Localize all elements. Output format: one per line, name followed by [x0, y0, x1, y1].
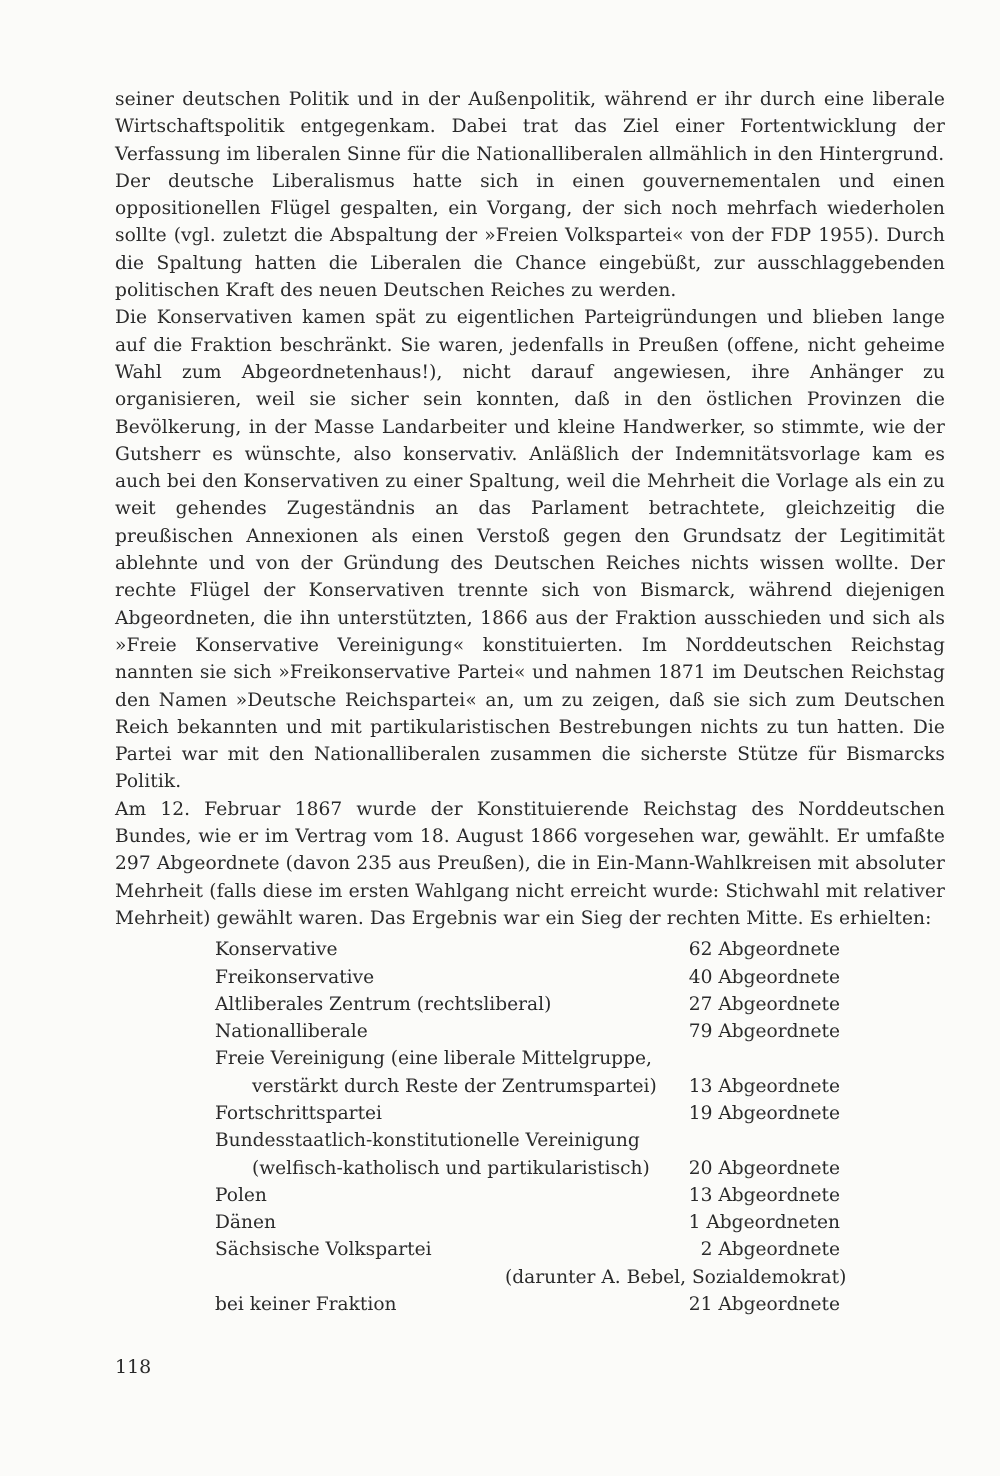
seat-count: 20 Abgeordnete	[688, 1157, 840, 1179]
seat-count: 13 Abgeordnete	[688, 1075, 840, 1097]
table-row	[115, 991, 945, 1018]
seat-count: 40 Abgeordnete	[688, 966, 840, 988]
table-row	[115, 1264, 945, 1291]
table-row	[115, 1127, 945, 1154]
page-body	[115, 86, 945, 1318]
table-note: (darunter A. Bebel, Sozialdemokrat)	[505, 1266, 847, 1288]
table-row	[115, 964, 945, 991]
seat-distribution-table	[115, 936, 945, 1318]
page-number: 118	[115, 1356, 152, 1378]
table-row	[115, 1236, 945, 1263]
party-name: Bundesstaatlich-konstitutionelle Vereinigung	[215, 1130, 640, 1152]
seat-count: 13 Abgeordnete	[688, 1184, 840, 1206]
party-name: Sächsische Volkspartei	[215, 1239, 432, 1261]
paragraph: Der deutsche Liberalismus hatte sich in einen gouvernementalen und einen oppositionellen Flügel gespalten, ein Vorgang, der sich noch mehrfach wiederholen sollte (vgl. zuletzt die Abspaltung der »Freien Volkspartei« von der FDP 1955). Durch die Spaltung hatten die Liberalen die Chance eingebüßt, zur ausschlaggebenden politischen Kraft des neuen Deutschen Reiches zu werden.	[115, 170, 945, 302]
table-row	[115, 1100, 945, 1127]
party-name-continuation: verstärkt durch Reste der Zentrumspartei)	[252, 1075, 657, 1097]
paragraph: Am 12. Februar 1867 wurde der Konstituierende Reichstag des Norddeutschen Bundes, wie er im Vertrag vom 18. August 1866 vorgesehen war, gewählt. Er umfaßte 297 Abgeordnete (davon 235 aus Preußen), die in Ein-Mann-Wahlkreisen mit absoluter Mehrheit (falls diese im ersten Wahlgang nicht erreicht wurde: Stichwahl mit relativer Mehrheit) gewählt waren. Das Ergebnis war ein Sieg der rechten Mitte. Es erhielten:	[115, 798, 945, 929]
seat-count: 19 Abgeordnete	[688, 1102, 840, 1124]
seat-count: 27 Abgeordnete	[688, 993, 840, 1015]
party-name: Altliberales Zentrum (rechtsliberal)	[215, 993, 552, 1015]
paragraph: Die Konservativen kamen spät zu eigentlichen Parteigründungen und blieben lange auf die Fraktion beschränkt. Sie waren, jedenfalls in Preußen (offene, nicht geheime Wahl zum Abgeordnetenhaus!), nicht darauf angewiesen, ihre Anhänger zu organisieren, weil sie sicher sein konnten, daß in den östlichen Provinzen die Bevölkerung, in der Masse Landarbeiter und kleine Handwerker, so stimmte, wie der Gutsherr es wünschte, also konservativ. Anläßlich der Indemnitätsvorlage kam es auch bei den Konservativen zu einer Spaltung, weil die Mehrheit die Vorlage als ein zu weit gehendes Zugeständnis an das Parlament betrachtete, gleichzeitig die preußischen Annexionen als einen Verstoß gegen den Grundsatz der Legitimität ablehnte und von der Gründung des Deutschen Reiches nichts wissen wollte. Der rechte Flügel der Konservativen trennte sich von Bismarck, während diejenigen Abgeordneten, die ihn unterstützten, 1866 aus der Fraktion ausschieden und sich als »Freie Konservative Vereinigung« konstituierten. Im Norddeutschen Reichstag nannten sie sich »Freikonservative Partei« und nahmen 1871 im Deutschen Reichstag den Namen »Deutsche Reichspartei« an, um zu zeigen, daß sie sich zum Deutschen Reich bekannten und mit partikularistischen Bestrebungen nichts zu tun hatten. Die Partei war mit den Nationalliberalen zusammen die sicherste Stütze für Bismarcks Politik.	[115, 307, 945, 793]
table-row	[115, 1209, 945, 1236]
table-row	[115, 1018, 945, 1045]
party-name: Freikonservative	[215, 966, 375, 988]
table-row	[115, 1073, 945, 1100]
seat-count: 1 Abgeordneten	[688, 1212, 840, 1234]
table-row	[115, 936, 945, 963]
seat-count: 21 Abgeordnete	[688, 1294, 840, 1316]
seat-count: 79 Abgeordnete	[688, 1021, 840, 1043]
body-text	[115, 86, 945, 932]
paragraph: seiner deutschen Politik und in der Außenpolitik, während er ihr durch eine liberale Wirtschaftspolitik entgegenkam. Dabei trat das Ziel einer Fortentwicklung der Verfassung im liberalen Sinne für die Nationalliberalen allmählich in den Hintergrund.	[115, 89, 945, 165]
table-row	[115, 1045, 945, 1072]
seat-count: 62 Abgeordnete	[688, 939, 840, 961]
party-name: Nationalliberale	[215, 1021, 368, 1043]
party-name: Dänen	[215, 1212, 276, 1234]
party-name: bei keiner Fraktion	[215, 1294, 397, 1316]
table-row	[115, 1182, 945, 1209]
table-row	[115, 1155, 945, 1182]
party-name: Fortschrittspartei	[215, 1102, 382, 1124]
party-name: Polen	[215, 1184, 267, 1206]
party-name-continuation: (welfisch-katholisch und partikularistisch)	[252, 1157, 650, 1179]
party-name: Konservative	[215, 939, 338, 961]
party-name: Freie Vereinigung (eine liberale Mittelgruppe,	[215, 1048, 652, 1070]
seat-count: 2 Abgeordnete	[700, 1239, 840, 1261]
table-row	[115, 1291, 945, 1318]
